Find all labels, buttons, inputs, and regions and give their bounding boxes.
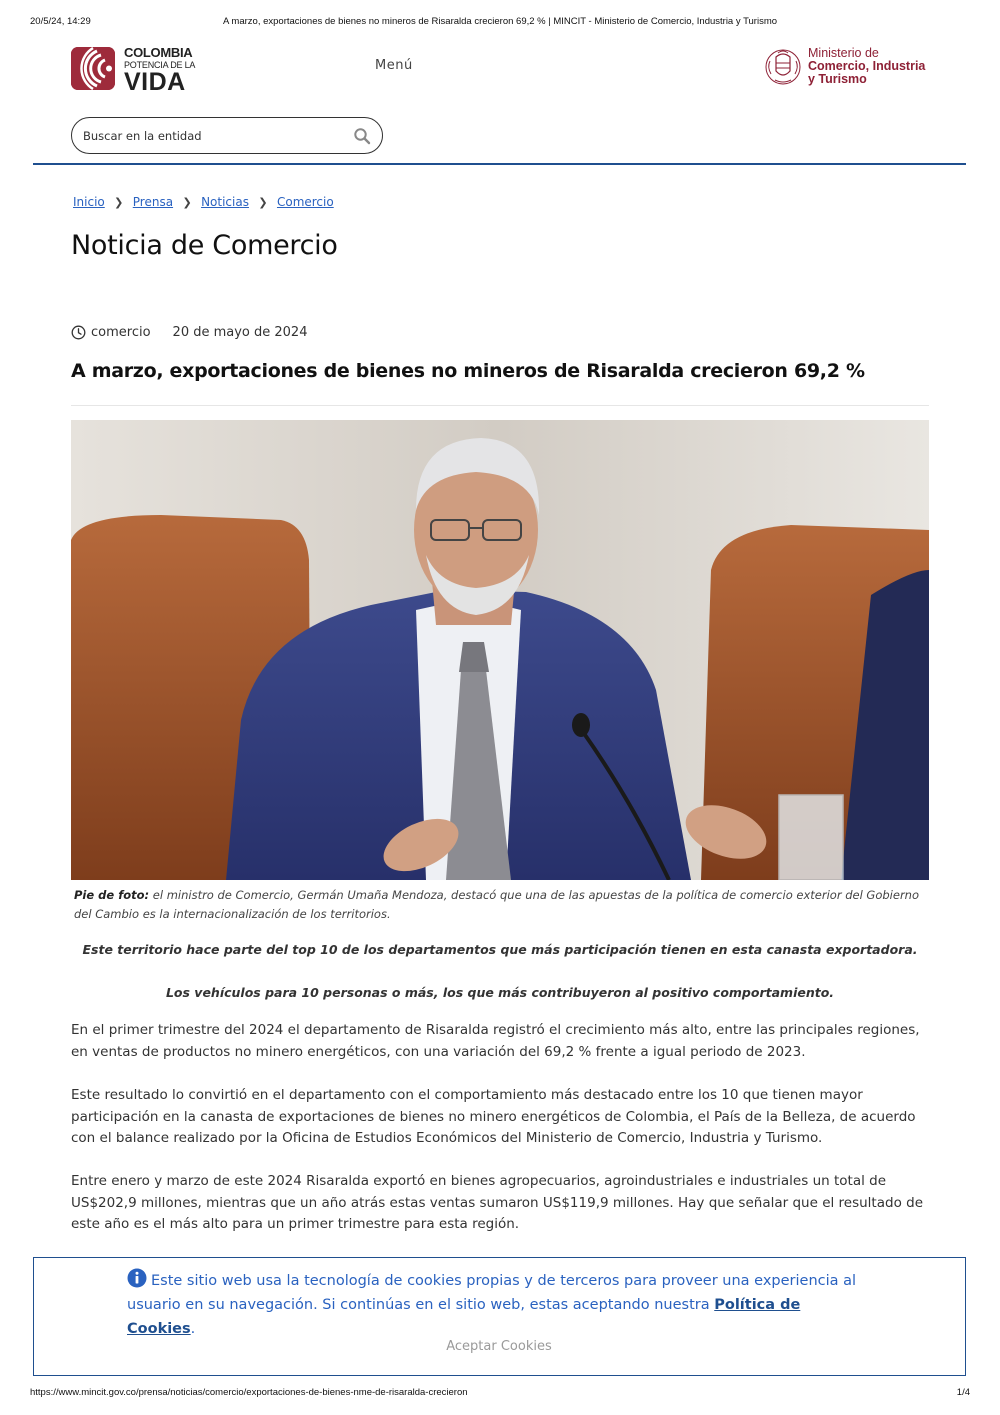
print-timestamp: 20/5/24, 14:29 bbox=[30, 16, 91, 27]
title-divider bbox=[71, 405, 929, 406]
ministry-logo[interactable] bbox=[764, 47, 934, 89]
chevron-right-icon: ❯ bbox=[114, 195, 124, 209]
article-paragraph: Entre enero y marzo de este 2024 Risaralda exportó en bienes agropecuarios, agroindustriales e industriales un total de US$202,9 millones, mientras que un año atrás estas ventas sumaron US$119,9 millones. Hay que señalar que el resultado de este año es el más alto para un primer trimestre para esta región. bbox=[71, 1173, 923, 1232]
breadcrumb-inicio[interactable]: Inicio bbox=[73, 195, 105, 209]
breadcrumb-noticias[interactable]: Noticias bbox=[201, 195, 249, 209]
national-crest-icon bbox=[764, 47, 802, 87]
article-paragraph: En el primer trimestre del 2024 el departamento de Risaralda registró el crecimiento más alto, entre las principales regiones, en ventas de productos no minero energéticos, con una variación del 69,2 % frente a igual periodo de 2023. bbox=[71, 1022, 920, 1060]
print-url: https://www.mincit.gov.co/prensa/noticias/comercio/exportaciones-de-bienes-nme-de-risaralda-crecieron bbox=[30, 1387, 468, 1398]
cookie-banner bbox=[33, 1257, 966, 1376]
article-meta bbox=[71, 325, 307, 340]
caption-label: Pie de foto: bbox=[74, 888, 150, 902]
article-photo bbox=[71, 420, 929, 880]
article-date: 20 de mayo de 2024 bbox=[172, 325, 308, 340]
search-icon[interactable] bbox=[353, 127, 371, 145]
print-title: A marzo, exportaciones de bienes no mineros de Risaralda crecieron 69,2 % | MINCIT - Ministerio de Comercio, Industria y Turismo bbox=[222, 16, 778, 27]
article-title: A marzo, exportaciones de bienes no mineros de Risaralda crecieron 69,2 % bbox=[71, 360, 865, 382]
article-category[interactable]: comercio bbox=[91, 325, 151, 340]
print-page-number: 1/4 bbox=[956, 1387, 970, 1398]
colombia-potencia-logo[interactable] bbox=[71, 44, 196, 96]
page-title: Noticia de Comercio bbox=[71, 230, 338, 261]
menu-button[interactable]: Menú bbox=[375, 58, 413, 73]
cookie-policy-link[interactable]: Política de Cookies bbox=[127, 1297, 801, 1337]
search-box bbox=[71, 117, 383, 154]
cookie-text-end: . bbox=[190, 1321, 196, 1337]
breadcrumb bbox=[73, 195, 334, 209]
clock-icon bbox=[71, 325, 86, 340]
info-icon bbox=[127, 1268, 147, 1288]
print-header bbox=[30, 16, 970, 30]
colombia-potencia-icon bbox=[71, 47, 115, 90]
search-input[interactable] bbox=[83, 127, 343, 145]
caption-text: el ministro de Comercio, Germán Umaña Mendoza, destacó que una de las apuestas de la política de comercio exterior del Gobierno del Cambio es la internacionalización de los territorios. bbox=[74, 888, 919, 921]
photo-caption bbox=[74, 886, 924, 924]
header-divider bbox=[33, 163, 966, 165]
ministry-wordmark: Ministerio de Comercio, Industria y Turismo bbox=[808, 46, 926, 86]
chevron-right-icon: ❯ bbox=[182, 195, 192, 209]
logo-wordmark: COLOMBIA POTENCIA DE LA VIDA bbox=[124, 45, 196, 96]
article-subhead: Los vehículos para 10 personas o más, los que más contribuyeron al positivo comportamiento. bbox=[165, 985, 835, 1000]
cookie-text: Este sitio web usa la tecnología de cookies propias y de terceros para proveer una experiencia al usuario en su navegación. Si continúas en el sitio web, estas aceptando nuestra bbox=[127, 1273, 857, 1313]
print-footer bbox=[30, 1387, 970, 1401]
breadcrumb-prensa[interactable]: Prensa bbox=[132, 195, 174, 209]
cookie-message bbox=[127, 1268, 867, 1341]
breadcrumb-comercio[interactable]: Comercio bbox=[276, 195, 334, 209]
accept-cookies-button[interactable]: Aceptar Cookies bbox=[424, 1335, 574, 1357]
article-subhead: Este territorio hace parte del top 10 de los departamentos que más participación tienen en esta canasta exportadora. bbox=[82, 942, 918, 957]
chevron-right-icon: ❯ bbox=[258, 195, 268, 209]
article-paragraph: Este resultado lo convirtió en el departamento con el comportamiento más destacado entre los 10 que tienen mayor participación en la canasta de exportaciones de bienes no minero energéticos de Colombia, el País de la Belleza, de acuerdo con el balance realizado por la Oficina de Estudios Económicos del Ministerio de Comercio, Industria y Turismo. bbox=[71, 1087, 916, 1146]
